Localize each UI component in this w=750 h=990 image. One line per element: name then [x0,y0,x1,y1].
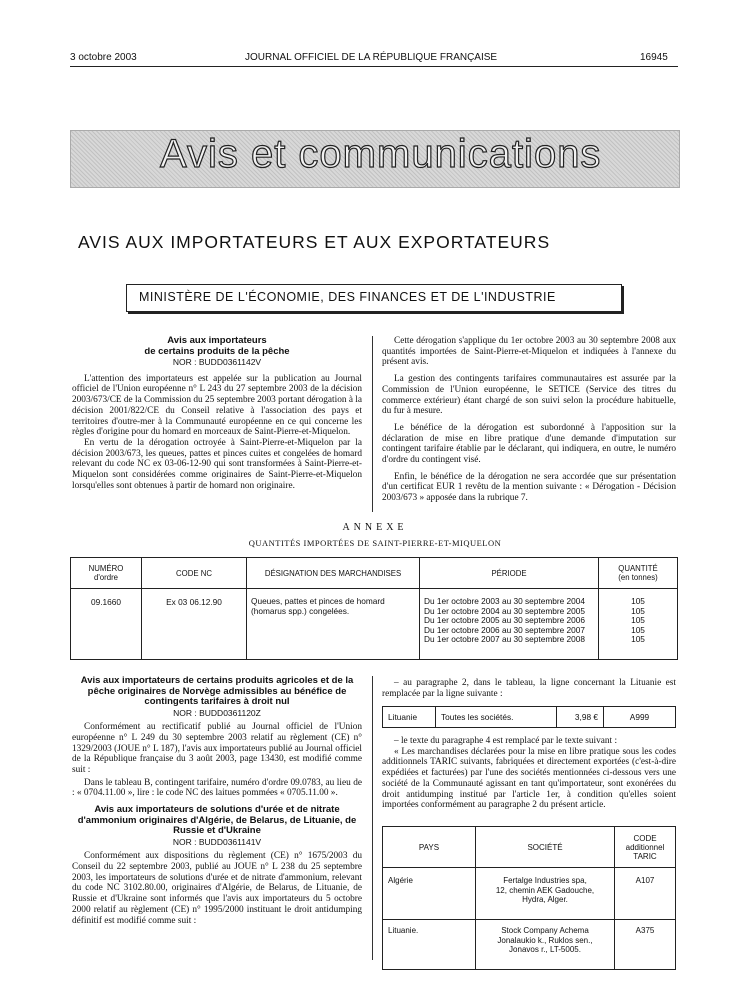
avis2-paragraph: Conformément au rectificatif publié au Journal officiel de l'Union européenne n° L 249 du 30 septembre 2003 relatif au règlement (CE) n° 1329/2003 (JOUE n° L 187), l'avis aux importateurs publié au Journal officiel de la République française du 3 août 2003, page 13430, est modifié comme suit : [72,722,362,776]
companies-table [382,826,676,970]
table-header-row [383,827,676,868]
avis2-nor: NOR : BUDD0361120Z [173,707,261,718]
avis3-paragraph: – au paragraphe 2, dans le tableau, la ligne concernant la Lituanie est remplacée par la ligne suivante : [382,678,676,699]
annexe-table [70,557,678,660]
header-designation: DÉSIGNATION DES MARCHANDISES [247,558,420,589]
header-quantite: QUANTITÉ (en tonnes) [599,558,678,589]
table-row [383,868,676,920]
avis1-paragraph: Cette dérogation s'applique du 1er octobre 2003 au 30 septembre 2008 aux quantités importées de Saint-Pierre-et-Miquelon et indiquées à l'annexe du présent avis. [382,336,676,368]
cell-montant: 3,98 € [557,707,604,728]
column-divider [372,336,373,512]
cell-societe: Fertalge Industries spa, 12, chemin AEK Gadouche, Hydra, Alger. [476,868,615,920]
avis1-heading-line2: de certains produits de la pêche [144,345,290,357]
avis1-paragraph: Le bénéfice de la dérogation est subordonné à l'apposition sur la déclaration de mise en libre pratique d'une demande d'imputation sur contingent tarifaire établie par le déclarant, qui indiquera, en outre, le numéro d'ordre du contingent visé. [382,422,676,466]
page-number: 16945 [640,52,668,63]
annexe-subtitle: QUANTITÉS IMPORTÉES DE SAINT-PIERRE-ET-MIQUELON [248,538,502,548]
lituanie-table [382,706,676,728]
cell-quantite: 105 105 105 105 105 [599,589,678,660]
cell-societe: Toutes les sociétés. [436,707,557,728]
column-divider [372,676,373,960]
avis1-paragraph: L'attention des importateurs est appelée sur la publication au Journal officiel de l'Union européenne n° L 243 du 27 septembre 2003 de la décision 2003/673/CE de la Commission du 25 septembre 2003 portant dérogation à la décision 2001/822/CE du Conseil relative à l'association des pays et territoires d'outre-mer à la Communauté européenne en ce qui concerne les règles d'origine pour du homard en morceaux de Saint-Pierre-et-Miquelon. [72,373,362,438]
ministry-title: MINISTÈRE DE L'ÉCONOMIE, DES FINANCES ET DE L'INDUSTRIE [139,290,556,304]
cell-code: A375 [615,920,676,970]
cell-code-nc: Ex 03 06.12.90 [142,589,247,660]
avis1-heading-line1: Avis aux importateurs [167,335,267,346]
avis3-paragraph: Conformément aux dispositions du règlement (CE) n° 1675/2003 du Conseil du 22 septembre 2003, publié au JOUE n° L 238 du 25 septembre 2003, les importateurs de solutions d'urée et de nitrate d'ammonium, relevant du code NC 3102.80.00, originaires d'Algérie, de Belarus, de Lituanie, de Russie et d'Ukraine sont informés que l'avis aux importateurs du 5 octobre 2000 relatif au règlement (CE) n° 1995/2000 instituant le droit antidumping définitif est modifié comme suit : [72,851,362,926]
header-numero: NUMÉRO d'ordre [71,558,142,589]
header-date: 3 octobre 2003 [70,52,137,63]
journal-title: JOURNAL OFFICIEL DE LA RÉPUBLIQUE FRANÇAISE [245,52,498,63]
cell-code: A107 [615,868,676,920]
section-title: AVIS AUX IMPORTATEURS ET AUX EXPORTATEURS [78,232,551,252]
header-societe: SOCIÉTÉ [476,827,615,868]
header-code-nc: CODE NC [142,558,247,589]
header-pays: PAYS [383,827,476,868]
header-code-taric: CODE additionnel TARIC [615,827,676,868]
avis2-column [72,676,362,926]
cell-designation: Queues, pattes et pinces de homard (homarus spp.) congelées. [247,589,420,660]
avis3-paragraph: – le texte du paragraphe 4 est remplacé par le texte suivant : [394,736,618,746]
table-row [383,707,676,728]
table-row [383,920,676,970]
avis1-nor: NOR : BUDD0361142V [172,357,262,367]
cell-societe: Stock Company Achema Jonalaukio k., Ruklos sen., Jonavos r., LT-5005. [476,920,615,970]
avis1-paragraph: En vertu de la dérogation octroyée à Saint-Pierre-et-Miquelon par la décision 2003/673, les queues, pattes et pinces cuites et congelées de homard relevant du code NC ex 03-06-12-90 qui sont transformées à Saint-Pierre-et-Miquelon sont considérées comme originaires de Saint-Pierre-et-Miquelon lorsqu'elles sont obtenues à partir de homard non originaire. [72,437,362,491]
avis2-heading: Avis aux importateurs de certains produits agricoles et de la pêche originaires de Norvège admissibles au bénéfice de contingents tarifaires à droit nul [80,675,354,707]
header-periode: PÉRIODE [420,558,599,589]
avis1-paragraph: Enfin, le bénéfice de la dérogation ne sera accordée que sur présentation d'un certificat EUR 1 revêtu de la mention suivante : « Dérogation - Décision 2003/673 » apposée dans la rubrique 7. [382,471,676,504]
table-header-row [71,558,678,589]
cell-pays: Lituanie [383,707,436,728]
header-rule [70,66,678,67]
avis1-left-column [72,336,362,491]
cell-code: A999 [604,707,676,728]
table-row [71,589,678,660]
annexe-title: ANNEXE [342,522,408,533]
avis3-heading: Avis aux importateurs de solutions d'urée et de nitrate d'ammonium originaires d'Algérie, de Belarus, de Lituanie, de Russie et d'Ukraine [77,804,357,837]
cell-pays: Algérie [383,868,476,920]
cell-numero: 09.1660 [71,589,142,660]
avis1-paragraph: La gestion des contingents tarifaires communautaires est assurée par la Commission de l'Union européenne, le SETICE (Service des titres du commerce extérieur) étant chargé de son suivi selon la procédure habituelle, du fur à mesure. [382,374,676,417]
avis3-nor: NOR : BUDD0361141V [172,836,262,847]
avis3-right-top [382,678,676,699]
cell-periode: Du 1er octobre 2003 au 30 septembre 2004 Du 1er octobre 2004 au 30 septembre 2005 Du 1er octobre 2005 au 30 septembre 2006 Du 1er octobre 2006 au 30 septembre 2007 Du 1er octobre 2007 au 30 septembre 2008 [420,589,599,660]
avis1-right-column [382,336,676,504]
avis1-heading [72,336,362,357]
cell-pays: Lituanie. [383,920,476,970]
avis2-paragraph: Dans le tableau B, contingent tarifaire, numéro d'ordre 09.0783, au lieu de : « 0704.11.00 », lire : le code NC des laitues pommées « 0705.11.00 ». [72,777,362,799]
avis3-right-middle [382,736,676,811]
banner-title: Avis et communications [160,132,602,176]
avis3-paragraph: « Les marchandises déclarées pour la mise en libre pratique sous les codes additionnels TARIC suivants, fabriquées et directement exportées (c'est-à-dire expédiées et facturées) par l'une des sociétés mentionnées ci-dessous vers une société de la Communauté agissant en tant qu'importateur, sont exonérées du droit antidumping institué par l'article 1er, à condition qu'elles soient importées conformément au paragraphe 2 du présent article. [382,746,676,811]
